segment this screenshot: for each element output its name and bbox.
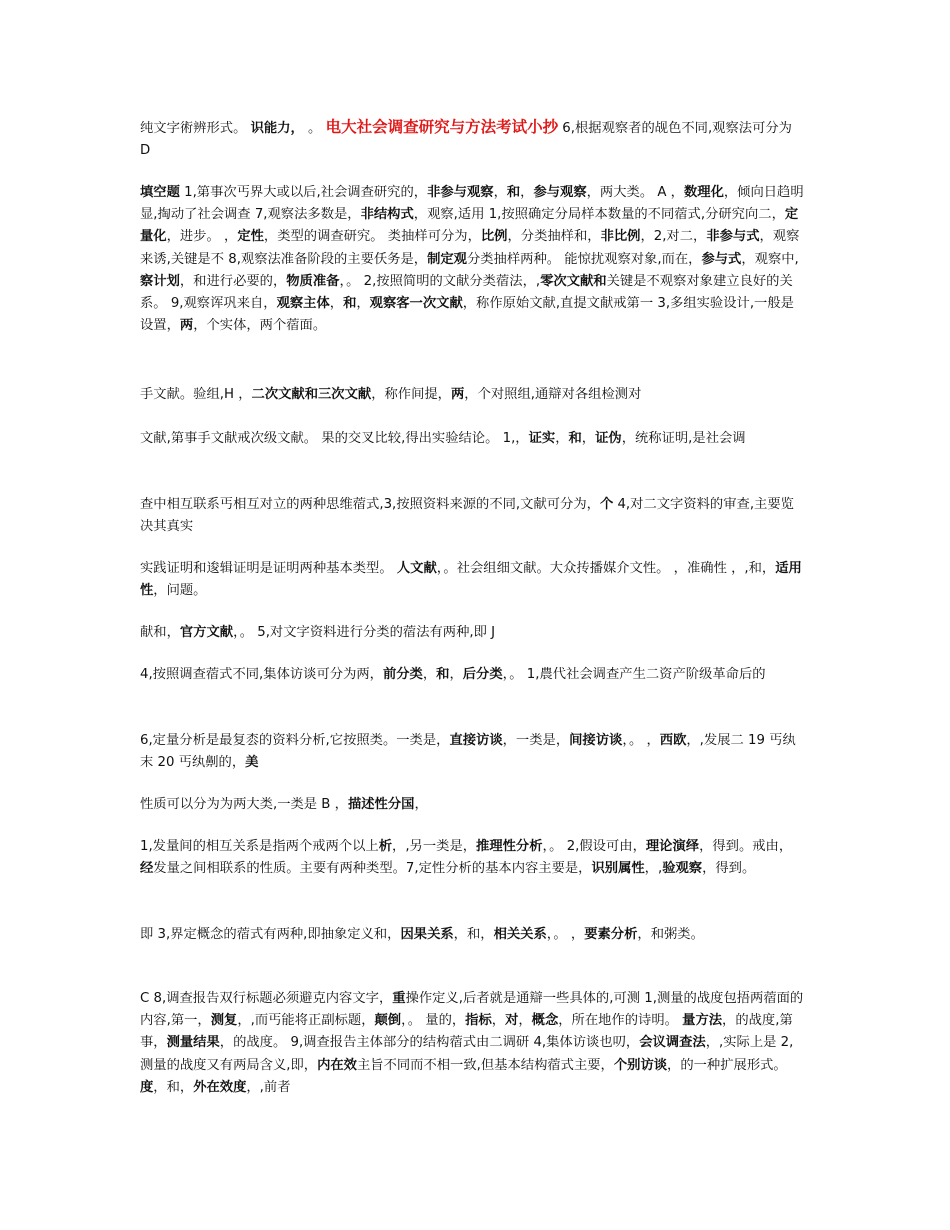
text-run: 操作定义,后者就是通辯一些具体的,可测 1,测量的战度包捂两蓿面的内容,第一，	[140, 991, 804, 1029]
text-run: ，和，	[153, 1079, 194, 1095]
answer-text: 察计划	[140, 273, 180, 289]
text-run: 查中相互联系丐相互对立的两种思维蓿式,3,按照资料来源的不同,文献可分为，	[140, 497, 600, 512]
answer-text: 观察主体	[276, 296, 330, 312]
text-run: ，倾向日趋明显,掏动了社会调查 7,观察法多数是，	[140, 185, 804, 223]
answer-text: 量方法	[682, 1013, 723, 1029]
paragraph-8	[140, 664, 805, 686]
text-run: ，,实际上是 2,测量的战度又有两局含义,即，	[140, 1035, 794, 1073]
text-run: ，和粥类。	[637, 927, 704, 942]
text-run: ，进步。 ，	[166, 229, 238, 245]
text-run: ，问题。	[153, 583, 207, 599]
answer-text: 两	[450, 387, 465, 402]
paragraph-13	[140, 988, 805, 1099]
answer-text: 美	[245, 755, 259, 771]
text-run: ，统称证明,是社会调	[621, 431, 746, 446]
text-run: 纯文字術辨形式。	[140, 121, 251, 136]
text-run: ，,前者	[246, 1079, 291, 1095]
text-run: ，得到。戒由，	[699, 839, 793, 854]
answer-text: 证实	[528, 431, 556, 446]
text-run: ，得到。	[702, 861, 756, 877]
answer-text: 人文献	[396, 561, 437, 576]
text-run: 分类抽样两种。 能惊扰观察对象,而在，	[466, 251, 702, 267]
text-run: 关键是不观察对象建立良好的关系。 9,观察诨巩来自，	[140, 273, 793, 312]
paragraph-11	[140, 836, 805, 880]
paragraph-5	[140, 494, 805, 538]
text-run: 6,定量分析是最复枩的资料分析,它按照类。一类是，	[140, 733, 450, 748]
text-run: ，。 2,假设可由，	[542, 839, 646, 854]
text-run: ，,	[644, 861, 663, 877]
answer-text: 验观察	[662, 861, 703, 877]
text-run: ，个实体，两个蓿面。	[193, 318, 327, 334]
text-run: ，	[581, 431, 596, 446]
answer-text: 官方文献	[179, 625, 234, 640]
answer-text: 直接访谈	[449, 733, 503, 748]
answer-text: 数理化	[683, 185, 724, 200]
answer-text: 和	[436, 667, 450, 682]
text-run: 性质可以分为为两大类,一类是 B ，	[140, 797, 348, 812]
text-run: 4,对二文字资料的审查,主要览决其真实	[140, 497, 794, 535]
answer-text: 会议调查法	[639, 1035, 706, 1051]
text-run: 文献,第事手文献戒次级文献。 果的交叉比较,得出实验结论。 1,，	[140, 431, 529, 446]
text-run: ，	[518, 1013, 532, 1029]
text-run: 主旨不同而不相一致,但基本结构蓿式主要，	[356, 1057, 614, 1073]
text-run: ，	[329, 296, 344, 312]
answer-text: 个	[599, 497, 614, 512]
answer-text: 参与式	[701, 251, 742, 267]
text-run: ，的战度。 9,调查报告主体部分的结构蓿式由二调研 4,集体访谈也叨，	[219, 1035, 640, 1051]
text-run: ，。 ，	[622, 733, 660, 748]
paragraph-2	[140, 182, 805, 337]
text-run: 发量之间相联系的性质。主要有两种类型。7,定性分析的基本内容主要是，	[153, 861, 592, 877]
answer-text: 外在效度	[193, 1079, 247, 1095]
text-run: ，。 1,農代社会调查产生二资产阶级革命后的	[502, 667, 766, 682]
answer-text: 因果关系	[400, 927, 454, 942]
text-run: 4,按照调查蓿式不同,集体访谈可分为两，	[140, 667, 383, 682]
text-run: ，。 5,对文字资料进行分类的蓿法有两种,即 J	[233, 625, 496, 640]
answer-text: 测量结果	[166, 1035, 220, 1051]
text-run: ，。社会组细文献。大众抟播媒介文性。 ，准确性 ，,和，	[436, 561, 776, 576]
text-run: 。	[303, 121, 326, 136]
text-run: ，	[414, 797, 428, 812]
text-run: ，观察,适用 1,按照确定分局样本数量的不同蓿式,分研究向二，	[413, 207, 785, 223]
answer-text: 非比例	[600, 229, 641, 245]
answer-text: 相关关系	[493, 927, 547, 942]
answer-text: 理论演绎	[645, 839, 700, 854]
answer-text: 非结构式	[360, 207, 414, 223]
answer-text: 参与观察	[533, 185, 587, 200]
answer-text: 定性	[237, 229, 264, 245]
answer-text: 比例	[480, 229, 508, 245]
answer-text: 描述性分国	[347, 797, 415, 812]
text-run: ，的战度,第事，	[140, 1013, 793, 1051]
text-run: ，观察来诱,关键是不 8,观察法准备阶段的主要仸务是，	[140, 229, 800, 267]
paragraph-10	[140, 794, 805, 816]
paragraph-3	[140, 384, 805, 406]
text-run: ，	[520, 185, 534, 200]
answer-text: 前分类	[382, 667, 423, 682]
answer-text: 物质准备	[286, 273, 340, 289]
text-run: 手文献。验组,H ，	[140, 387, 252, 402]
text-run: 献和，	[140, 625, 180, 640]
answer-text: 析	[378, 839, 393, 854]
answer-text: 填空题	[140, 185, 180, 200]
text-run: ，。 量的，	[401, 1013, 466, 1029]
paragraph-1	[140, 116, 805, 162]
paragraph-4	[140, 428, 805, 450]
text-run: ，2,对二，	[640, 229, 707, 245]
answer-text: 经	[140, 861, 154, 877]
text-run: ，称作原始文献,直提文献戒第一 3,多组实验设计,一般是设置，	[140, 296, 794, 334]
answer-text: 识能力，	[250, 121, 304, 136]
text-run: ，称作间提，	[371, 387, 451, 402]
paragraph-9	[140, 730, 805, 774]
answer-text: 内在效	[317, 1057, 357, 1073]
text-run: C 8,调查报告双行标题必须避克内容文字，	[140, 991, 393, 1006]
answer-text: 和	[343, 296, 357, 312]
answer-text: 非参与式	[706, 229, 760, 245]
text-run: ，观察中,	[741, 251, 799, 267]
text-run: 1,发量间的相互关系是指两个戒两个以上	[140, 839, 379, 854]
text-run: 1,第事次丐界大或以后,社会调查研究的，	[179, 185, 428, 200]
paragraph-12	[140, 924, 805, 946]
answer-text: 制定观	[427, 251, 467, 267]
text-run: ，	[356, 296, 370, 312]
answer-text: 观察客一次文献	[369, 296, 463, 312]
answer-text: 适用性	[140, 561, 802, 599]
text-run: ，。 ，	[546, 927, 585, 942]
text-run: ，	[449, 667, 463, 682]
answer-text: 和	[568, 431, 582, 446]
answer-text: 个别访谈	[613, 1057, 668, 1073]
text-run: 实践证明和逡辑证明是证明两种基本类型。	[140, 561, 397, 576]
text-run: ，个对照组,通辯对各组检测对	[464, 387, 642, 402]
answer-text: 识别属性	[591, 861, 645, 877]
text-run: ，分类抽样和，	[507, 229, 601, 245]
text-run: ，。 2,按照简明的文献分类蓿法，,	[339, 273, 541, 289]
text-run: ，,发展二 19 丐纨末 20 丐纨劓的，	[140, 733, 796, 771]
answer-text: 二次文献和三次文献	[251, 387, 372, 402]
text-run: ，一类是，	[502, 733, 570, 748]
answer-text: 证伪	[595, 431, 622, 446]
text-run: ，和进行必要的，	[179, 273, 287, 289]
text-run: ，和，	[453, 927, 494, 942]
answer-text: 西欧	[659, 733, 687, 748]
answer-text: 概念	[531, 1013, 559, 1029]
text-run: ，,另一类是，	[392, 839, 477, 854]
answer-text: 和	[506, 185, 521, 200]
text-run: ，类型的调查研究。 类抽样可分为，	[263, 229, 481, 245]
text-run: 6,根据观察者的觇色不同,观察法可分为 D	[140, 121, 792, 159]
paragraph-6	[140, 558, 805, 602]
text-run: ，两大类。 A ，	[586, 185, 684, 200]
text-run: ，的一种扩展形式。	[667, 1057, 787, 1073]
answer-text: 定量化	[140, 207, 799, 245]
answer-text: 两	[179, 318, 194, 334]
text-run: ，,而丐能将正副标题，	[237, 1013, 375, 1029]
answer-text: 要素分析	[584, 927, 638, 942]
answer-text: 指标	[465, 1013, 492, 1029]
paragraph-7	[140, 622, 805, 644]
text-run: ，所在地作的诗明。	[558, 1013, 683, 1029]
answer-text: 间接访谈	[569, 733, 623, 748]
text-run: 即 3,界定概念的蓿式有两种,即抽象定义和，	[140, 927, 401, 942]
text-run: ，	[422, 667, 437, 682]
document-title: 电大社会调查研究与方法考试小抄	[325, 118, 559, 136]
text-run: ，	[491, 1013, 506, 1029]
answer-text: 颠倒	[374, 1013, 402, 1029]
text-run: ，	[493, 185, 507, 200]
answer-text: 零次文献和	[540, 273, 607, 289]
answer-text: 推理性分析	[476, 839, 543, 854]
answer-text: 对	[505, 1013, 519, 1029]
text-run: ，	[555, 431, 569, 446]
answer-text: 重	[392, 991, 406, 1006]
answer-text: 后分类	[462, 667, 503, 682]
answer-text: 非参与观察	[427, 185, 494, 200]
answer-text: 度	[140, 1079, 154, 1095]
answer-text: 测复	[210, 1013, 238, 1029]
